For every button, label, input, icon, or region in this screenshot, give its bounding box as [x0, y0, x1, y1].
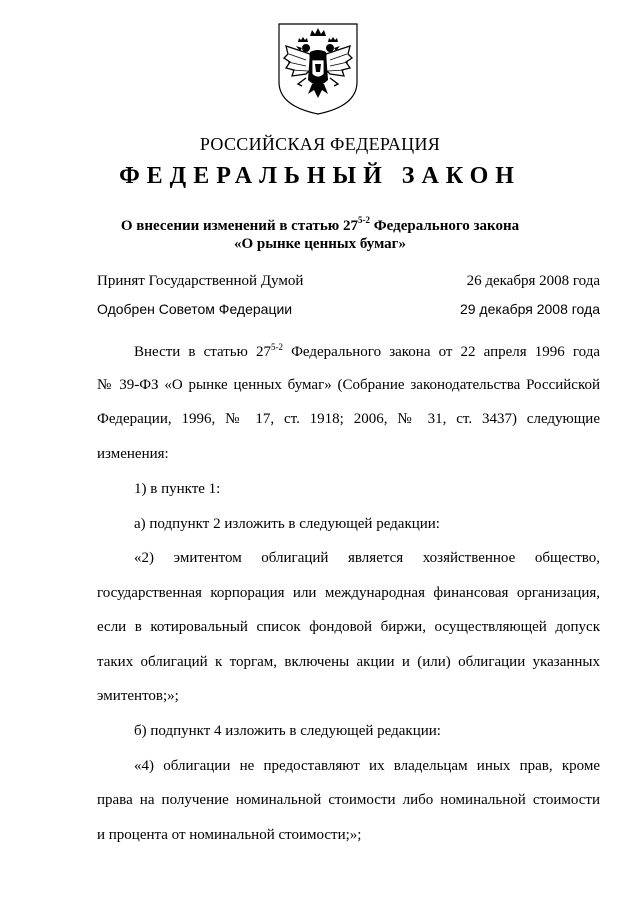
law-title-superscript: 5-2	[358, 215, 371, 225]
duma-label: Принят Государственной Думой	[97, 273, 304, 289]
body-text: Федерального закона от 22 апреля 1996 года	[282, 344, 601, 360]
law-title	[0, 212, 640, 253]
coat-of-arms-emblem	[276, 20, 360, 116]
body-line: государственная корпорация или международная финансовая организация,	[97, 585, 600, 601]
duma-date: 26 декабря 2008 года	[466, 273, 600, 289]
body-line	[97, 342, 600, 361]
body-line: «2) эмитентом облигаций является хозяйственное общество,	[134, 550, 600, 566]
body-line: «4) облигации не предоставляют их владельцам иных прав, кроме	[134, 758, 600, 774]
body-line: № 39-ФЗ «О рынке ценных бумаг» (Собрание законодательства Российской	[97, 377, 600, 393]
body-superscript: 5-2	[270, 342, 283, 352]
council-date: 29 декабря 2008 года	[459, 301, 600, 317]
law-title-text-end: Федерального закона	[370, 218, 520, 234]
law-title-text: О внесении изменений в статью 27	[120, 218, 359, 234]
law-title-line-2: «О рынке ценных бумаг»	[234, 236, 406, 252]
body-line: 1) в пункте 1:	[134, 481, 221, 497]
law-title-line-1	[0, 212, 640, 235]
body-text: Внести в статью 27	[134, 344, 271, 360]
adoption-council-row	[97, 301, 600, 317]
body-line: изменения:	[97, 446, 169, 462]
body-line: эмитентов;»;	[97, 688, 179, 704]
body-line: а) подпункт 2 изложить в следующей редакции:	[134, 516, 440, 532]
body-line: и процента от номинальной стоимости;»;	[97, 827, 362, 843]
body-line: права на получение номинальной стоимости либо номинальной стоимости	[97, 792, 600, 808]
document-type-heading: ФЕДЕРАЛЬНЫЙ ЗАКОН	[119, 163, 521, 189]
adoption-duma-row	[97, 273, 600, 290]
country-name: РОССИЙСКАЯ ФЕДЕРАЦИЯ	[199, 134, 441, 154]
body-line: таких облигаций к торгам, включены акции и (или) облигации указанных	[97, 654, 600, 670]
body-line: б) подпункт 4 изложить в следующей редакции:	[134, 723, 441, 739]
body-line: Федерации, 1996, № 17, ст. 1918; 2006, № 31, ст. 3437) следующие	[97, 411, 600, 427]
body-line: если в котировальный список фондовой биржи, осуществляющей допуск	[97, 619, 600, 635]
council-label: Одобрен Советом Федерации	[97, 301, 293, 317]
